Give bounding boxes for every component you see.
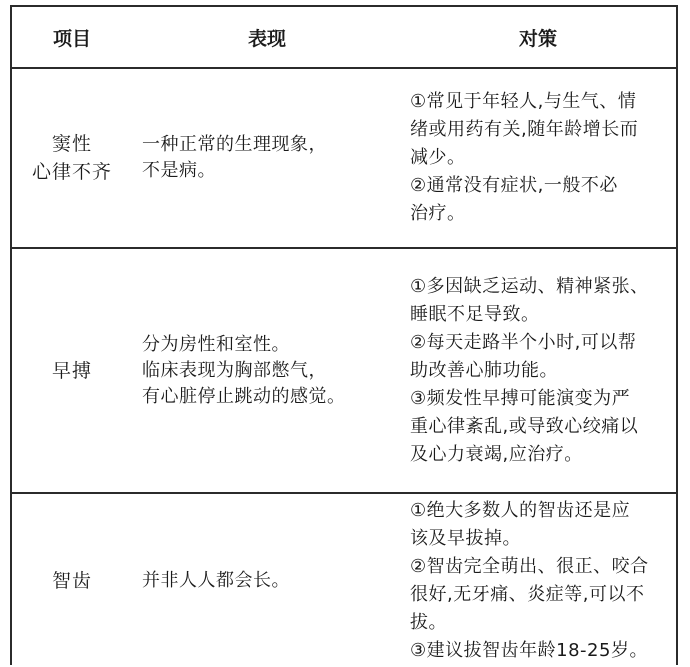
measure-line: 及心力衰竭,应治疗。 <box>410 443 583 465</box>
measure-line: ②智齿完全萌出、很正、咬合 <box>410 555 649 577</box>
performance-text <box>142 568 290 594</box>
performance-line: 分为房性和室性。 <box>142 333 290 355</box>
item-name <box>32 130 112 186</box>
item-name-line: 智齿 <box>51 569 92 592</box>
item-name <box>52 357 92 385</box>
performance-line: 有心脏停止跳动的感觉。 <box>142 385 346 407</box>
item-cell <box>12 249 132 492</box>
measure-line: 重心律紊乱,或导致心绞痛以 <box>410 415 639 437</box>
table-row <box>12 67 676 247</box>
measure-line: 治疗。 <box>410 203 466 224</box>
measure-line: ①常见于年轻人,与生气、情 <box>410 91 637 112</box>
measure-line: ③建议拔智齿年龄18-25岁。 <box>410 639 648 661</box>
performance-cell <box>132 69 402 247</box>
performance-line: 不是病。 <box>142 160 216 181</box>
table-row <box>12 492 676 667</box>
header-item: 项目 <box>52 27 91 50</box>
performance-text <box>142 332 346 410</box>
measure-line: 助改善心肺功能。 <box>410 359 558 381</box>
item-name-line: 早搏 <box>51 359 92 382</box>
measures-text <box>410 273 649 469</box>
measure-line: 绪或用药有关,随年龄增长而 <box>410 119 639 140</box>
performance-cell <box>132 494 402 667</box>
measure-line: 该及早拔掉。 <box>410 527 521 549</box>
measures-text <box>410 88 638 228</box>
measures-cell <box>402 249 678 492</box>
measure-line: 睡眠不足导致。 <box>410 303 540 325</box>
table-row <box>12 247 676 492</box>
performance-line: 并非人人都会长。 <box>142 569 290 591</box>
item-name-line: 窦性 <box>51 133 92 155</box>
performance-cell <box>132 249 402 492</box>
measures-cell <box>402 69 678 247</box>
performance-text <box>142 132 327 184</box>
measures-text <box>410 497 674 665</box>
measures-cell <box>402 494 678 667</box>
table-header-row <box>12 7 676 67</box>
item-name-line: 心律不齐 <box>31 161 112 183</box>
item-name <box>52 567 92 595</box>
comparison-table <box>10 5 678 665</box>
measure-line: ①多因缺乏运动、精神紧张、 <box>410 275 649 297</box>
item-cell <box>12 494 132 667</box>
header-performance: 表现 <box>247 27 286 50</box>
measure-line: 减少。 <box>410 147 466 168</box>
performance-line: 一种正常的生理现象， <box>142 134 327 155</box>
measure-line: ②每天走路半个小时,可以帮 <box>410 331 637 353</box>
header-measures: 对策 <box>518 27 557 50</box>
performance-line: 临床表现为胸部憋气， <box>142 359 327 381</box>
measure-line: ③频发性早搏可能演变为严 <box>410 387 631 409</box>
measure-line: 很好,无牙痛、炎症等,可以不拔。 <box>410 583 645 633</box>
measure-line: ①绝大多数人的智齿还是应 <box>410 499 631 521</box>
measure-line: ②通常没有症状,一般不必 <box>410 175 618 196</box>
item-cell <box>12 69 132 247</box>
